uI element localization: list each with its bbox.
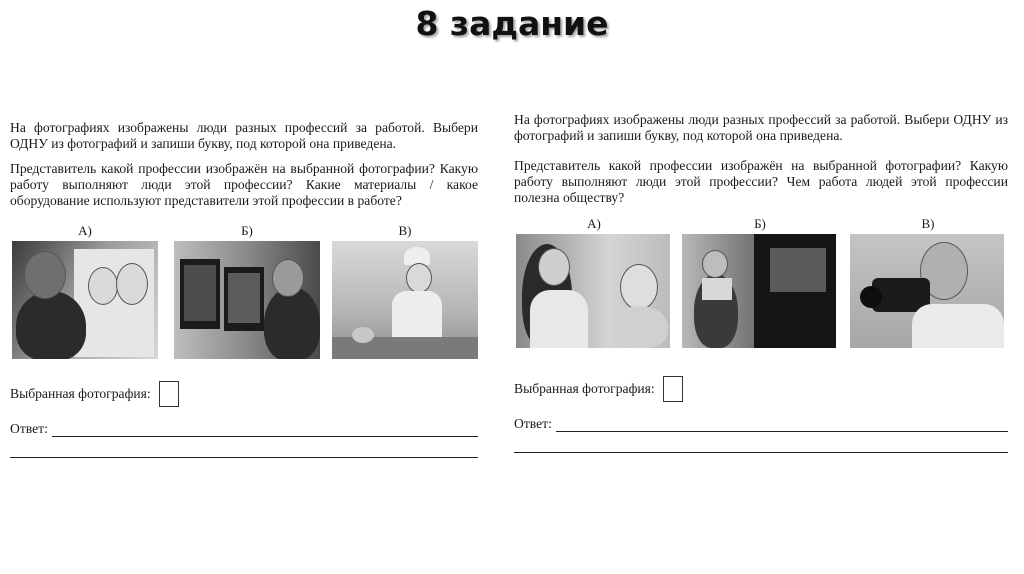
answer-row (10, 421, 478, 437)
photo-option-b[interactable] (682, 216, 838, 348)
photo-label: А) (78, 223, 92, 238)
photographer-photo (850, 234, 1004, 348)
artist-photo (12, 241, 158, 359)
answer-line[interactable] (556, 417, 1008, 432)
task-intro: На фотографиях изображены люди разных профессий за работой. Выбери ОДНУ из фотографий и запиши букву, под которой она приведена. (514, 112, 1008, 143)
selected-photo-box[interactable] (663, 376, 683, 402)
answer-line-extra[interactable] (514, 432, 1008, 453)
answer-row (514, 416, 1008, 432)
task-intro: На фотографиях изображены люди разных профессий за работой. Выбери ОДНУ из фотографий и запиши букву, под которой она приведена. (10, 120, 478, 151)
answer-label: Ответ: (10, 421, 48, 436)
photo-option-c[interactable] (330, 223, 480, 359)
photo-option-a[interactable] (10, 223, 160, 359)
answer-line[interactable] (52, 422, 478, 437)
traffic-police-photo (682, 234, 836, 348)
selected-photo-label: Выбранная фотография: (514, 381, 655, 396)
cook-photo (332, 241, 478, 359)
photo-row (514, 216, 1008, 356)
task-question: Представитель какой профессии изображён на выбранной фотографии? Какую работу выполняют люди этой профессии? Какие материалы / какое оборудование используют представители этой профессии в работе? (10, 161, 478, 208)
photo-label: Б) (754, 216, 766, 231)
answer-line-extra[interactable] (10, 437, 478, 458)
photo-option-a[interactable] (516, 216, 672, 348)
task-panel-left (10, 120, 478, 458)
photo-label: В) (921, 216, 935, 231)
selected-photo-label: Выбранная фотография: (10, 386, 151, 401)
dentist-photo (516, 234, 670, 348)
programmer-photo (174, 241, 320, 359)
photo-option-b[interactable] (172, 223, 322, 359)
photo-row (10, 223, 478, 363)
answer-label: Ответ: (514, 416, 552, 431)
photo-label: Б) (241, 223, 253, 238)
selected-photo-row (10, 381, 478, 407)
task-question: Представитель какой профессии изображён на выбранной фотографии? Какую работу выполняют люди этой профессии? Чем работа людей этой профессии полезна обществу? (514, 158, 1008, 205)
photo-label: А) (587, 216, 601, 231)
task-panel-right (514, 112, 1008, 453)
selected-photo-box[interactable] (159, 381, 179, 407)
photo-label: В) (398, 223, 412, 238)
slide-title: 8 задание (415, 4, 609, 43)
selected-photo-row (514, 376, 1008, 402)
photo-option-c[interactable] (850, 216, 1006, 348)
